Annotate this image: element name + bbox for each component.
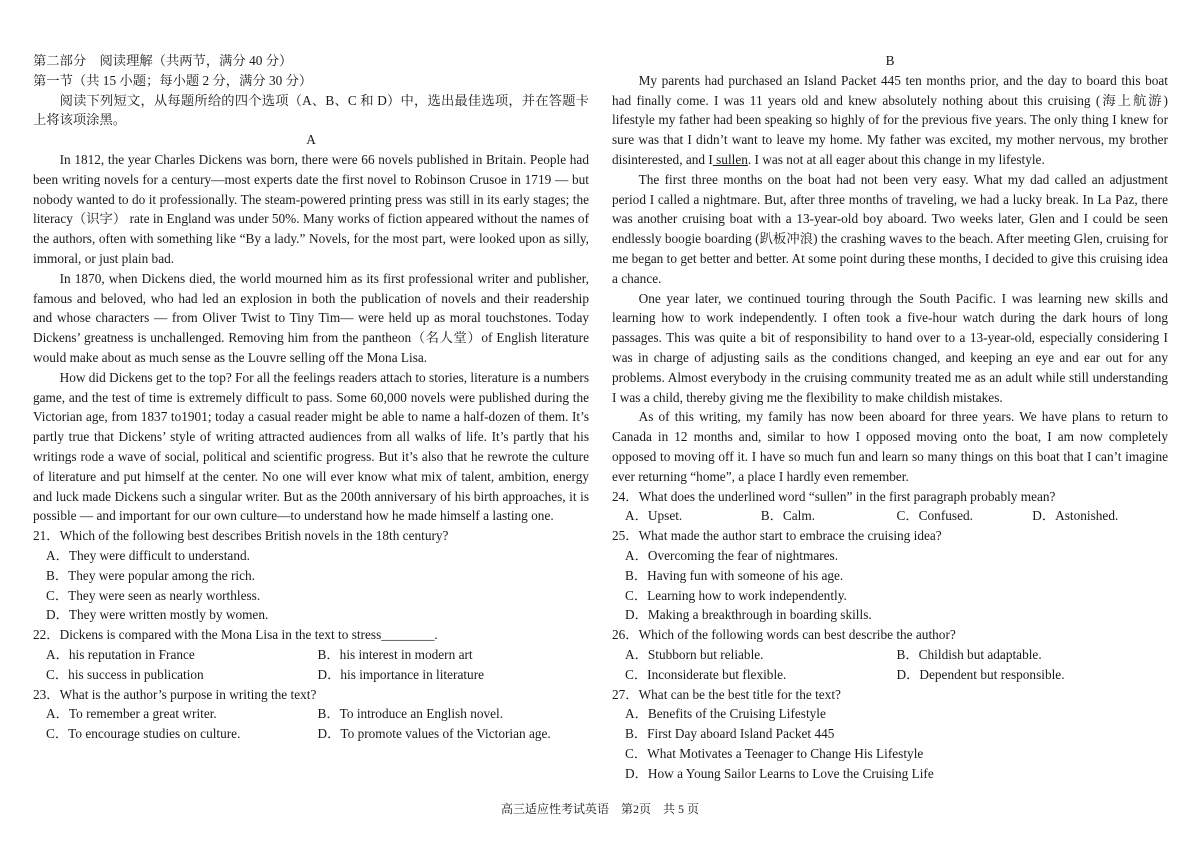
question-27-stem: 27．What can be the best title for the text? (612, 686, 841, 702)
option-26-b: B．Childish but adaptable. (896, 646, 1042, 662)
option-24-a: A．Upset. (625, 508, 683, 524)
passage-b-paragraph-2: The first three months on the boat had not been very easy. What my dad called an adjustment period I called a nightmare. But, after three months of traveling, we had a lucky break. In La Paz, there was another cruising boat with a 13-year-old boy aboard. Two weeks later, Glen and I could be seen endlessly boogie boarding (趴板冲浪) the crashing waves to the beach. After meeting Glen, cruising for me began to get better and better. At some point during these months, I decided to give this cruising idea a chance. (612, 171, 1168, 286)
option-21-d: D．They were written mostly by women. (46, 607, 269, 623)
paragraph-1-text-start: My parents had purchased an Island Packet 445 ten months prior, and the day to board this boat had finally come. I was 11 years old and knew absolutely nothing about this cruising (海上航游) lifestyle my father had been speaking so highly of for the previous five years. The only thing I knew for sure was that I didn’t want to leave my home. My father was excited, my mother nervous, my brother disinterested, and I (612, 72, 1168, 167)
option-25-d: D．Making a breakthrough in boarding skills. (625, 607, 872, 623)
question-21-options (33, 546, 589, 625)
question-24-options (612, 506, 1168, 526)
underlined-word-sullen: sullen (712, 151, 748, 167)
option-27-d: D．How a Young Sailor Learns to Love the Cruising Life (625, 765, 934, 781)
option-26-a: A．Stubborn but reliable. (625, 646, 764, 662)
passage-a-paragraph-1: In 1812, the year Charles Dickens was born, there were 66 novels published in Britain. People had been writing novels for a century—most experts date the first novel to Robinson Crusoe in 1719 — but nobody wanted to do it professionally. The steam-powered printing press was still in its early stages; the literacy（识字） rate in England was under 50%. Many works of fiction appeared without the names of the authors, often with something like “By a lady.” Novels, for the most part, were looked upon as silly, immoral, or just plain bad. (33, 151, 589, 266)
option-26-c: C．Inconsiderate but flexible. (625, 666, 787, 682)
option-23-a: A．To remember a great writer. (46, 706, 217, 722)
passage-b-paragraph-4: As of this writing, my family has now been aboard for three years. We have plans to return to Canada in 12 months and, similar to how I opposed moving onto the boat, I am now completely opposed to moving off it. I have so much fun and learn so many things on this boat that I can’t imagine ever returning “home”, a place I hardly even remember. (612, 409, 1168, 484)
question-21-stem: 21．Which of the following best describes British novels in the 18th century? (33, 528, 449, 544)
section-heading: 第二部分 阅读理解（共两节，满分 40 分） (33, 53, 293, 68)
subsection-heading: 第一节（共 15 小题；每小题 2 分，满分 30 分） (33, 72, 313, 88)
question-22-options (33, 645, 589, 685)
option-27-c: C．What Motivates a Teenager to Change His Lifestyle (625, 745, 924, 761)
option-22-c: C．his success in publication (46, 666, 204, 682)
option-23-d: D．To promote values of the Victorian age. (317, 726, 551, 742)
option-24-b: B．Calm. (760, 508, 816, 524)
option-24-c: C．Confused. (896, 508, 973, 524)
question-26-options (612, 645, 1168, 685)
option-23-c: C．To encourage studies on culture. (46, 726, 241, 742)
passage-b-label: B (885, 53, 895, 68)
question-24-stem: 24．What does the underlined word “sullen” in the first paragraph probably mean? (612, 488, 1056, 504)
question-27-options (612, 704, 1168, 783)
page-footer: 高三适应性考试英语 第2页 共 5 页 (500, 802, 699, 816)
option-26-d: D．Dependent but responsible. (896, 666, 1065, 682)
paragraph-1-text-end: . I was not at all eager about this change in my lifestyle. (747, 151, 1045, 167)
option-21-c: C．They were seen as nearly worthless. (46, 587, 261, 603)
option-27-b: B．First Day aboard Island Packet 445 (625, 726, 835, 742)
option-25-a: A．Overcoming the fear of nightmares. (625, 547, 839, 563)
option-27-a: A．Benefits of the Cruising Lifestyle (625, 706, 826, 722)
left-column (33, 51, 589, 744)
passage-a-paragraph-3: How did Dickens get to the top? For all the feelings readers attach to stories, literature is a numbers game, and the test of time is extremely difficult to pass. Some 60,000 novels were published during the Victorian age, from 1837 to1901; today a casual reader might be able to name a half-dozen of them. It’s partly true that Dickens’ style of writing attracted audiences from all walks of life. It’s partly that his writings rode a wave of social, political and scientific progress. But it’s also that he rewrote the culture of literature and put himself at the center. No one will ever know what mix of talent, ambition, energy and luck made Dickens such a singular writer. But as the 200th anniversary of his birth approaches, it is possible — and important for our own culture—to understand how he made himself a lasting one. (33, 369, 589, 524)
option-23-b: B．To introduce an English novel. (317, 706, 504, 722)
option-24-d: D．Astonished. (1032, 508, 1119, 524)
option-22-b: B．his interest in modern art (317, 646, 473, 662)
question-26-stem: 26．Which of the following words can best describe the author? (612, 627, 956, 643)
right-column (612, 51, 1168, 783)
question-22-stem: 22．Dickens is compared with the Mona Lisa in the text to stress________. (33, 627, 438, 643)
option-25-c: C．Learning how to work independently. (625, 587, 847, 603)
option-22-d: D．his importance in literature (317, 666, 485, 682)
passage-a-label: A (306, 132, 316, 148)
passage-b-paragraph-3: One year later, we continued touring through the South Pacific. I was learning new skills and learning how to work independently. I often took a five-hour watch during the dark hours of long passages. This was quite a bit of responsibility to hand over to a 13-year-old, especially considering I was in charge of adjusting sails as the conditions changed, and keeping an eye and ear out for any problems. Almost everybody in the cruising community treated me as an adult while still understanding I was a child, thereby giving me the flexibility to make childish mistakes. (612, 290, 1168, 405)
question-23-stem: 23．What is the author’s purpose in writing the text? (33, 686, 317, 702)
option-21-b: B．They were popular among the rich. (46, 567, 255, 583)
option-22-a: A．his reputation in France (46, 646, 195, 662)
passage-a-paragraph-2: In 1870, when Dickens died, the world mourned him as its first professional writer and publisher, famous and beloved, who had led an explosion in both the publication of novels and their readership and whose characters — from Oliver Twist to Tiny Tim— were held up as moral touchstones. Today Dickens’ greatness is unchallenged. Removing him from the pantheon（名人堂）of English literature would make about as much sense as the Louvre selling off the Mona Lisa. (33, 270, 589, 365)
passage-b-paragraph-1 (612, 71, 1168, 170)
option-25-b: B．Having fun with someone of his age. (625, 567, 844, 583)
question-25-options (612, 546, 1168, 625)
option-21-a: A．They were difficult to understand. (46, 547, 250, 563)
instruction-text: 阅读下列短文，从每题所给的四个选项（A、B、C 和 D）中，选出最佳选项，并在答题卡上将该项涂黑。 (33, 92, 589, 128)
question-25-stem: 25．What made the author start to embrace the cruising idea? (612, 528, 942, 544)
question-23-options (33, 704, 589, 744)
